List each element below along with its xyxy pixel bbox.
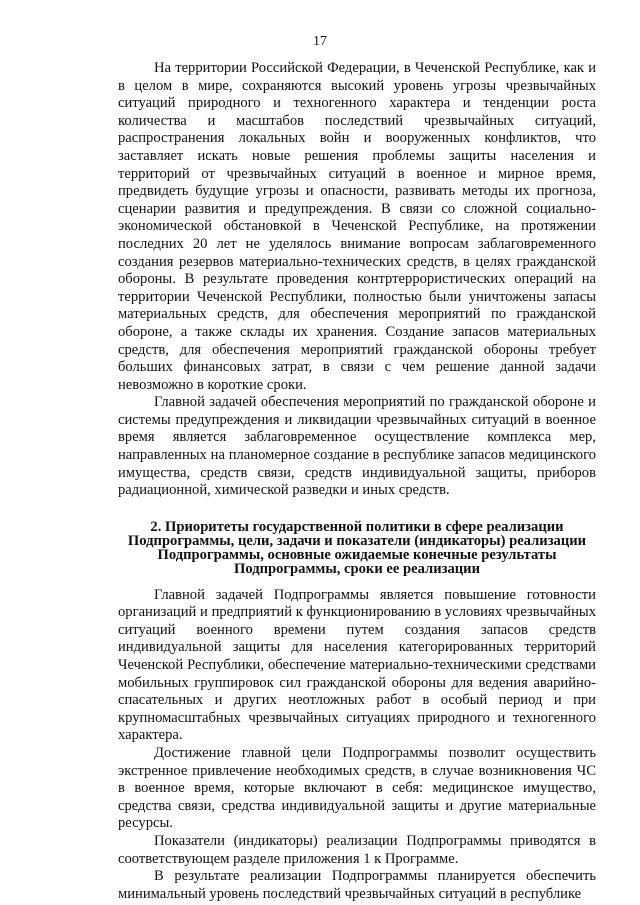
page-number: 17: [313, 34, 327, 49]
section-heading: 2. Приоритеты государственной политики в сфере реализации Подпрограммы, цели, задачи и показатели (индикаторы) реализации Подпрограммы, основные ожидаемые конечные результаты Подпрограммы, сроки ее реализации: [127, 518, 587, 578]
paragraph-threat-situation: На территории Российской Федерации, в Чеченской Республике, как и в целом в мире, сохраняются высокий уровень угрозы чрезвычайных ситуаций природного и техногенного характера и тенденции роста количества и масштабов последствий чрезвычайных ситуаций, распространения локальных войн и вооруженных конфликтов, что заставляет искать новые решения проблемы защиты населения и территорий от чрезвычайных ситуаций в военное и мирное время, предвидеть будущие угрозы и опасности, развивать методы их прогноза, сценарии развития и предупреждения. В связи со сложной социально-экономической обстановкой в Чеченской Республике, на протяжении последних 20 лет не уделялось внимание вопросам заблаговременного создания резервов материально-технических средств, в целях гражданской обороны. В результате проведения контртеррористических операций на территории Чеченской Республики, полностью были уничтожены запасы материальных средств, для обеспечения мероприятий по гражданской обороне, а также склады их хранения. Создание запасов материальных средств, для обеспечения мероприятий гражданской обороны требует больших финансовых затрат, в связи с чем решение данной задачи невозможно в короткие сроки.: [118, 60, 596, 393]
page-content: [118, 60, 596, 903]
paragraph-indicators: Показатели (индикаторы) реализации Подпрограммы приводятся в соответствующем разделе приложения 1 к Программе.: [118, 832, 596, 867]
paragraph-subprogram-main-task: Главной задачей Подпрограммы является повышение готовности организаций и предприятий к функционированию в условиях чрезвычайных ситуаций военного времени путем создания запасов средств индивидуальной защиты для населения категорированных территорий Чеченской Республики, обеспечение материально-техническими средствами мобильных группировок сил гражданской обороны для ведения аварийно-спасательных и других неотложных работ в особый период и при крупномасштабных чрезвычайных ситуациях природного и техногенного характера.: [118, 586, 596, 744]
paragraph-expected-results: В результате реализации Подпрограммы планируется обеспечить минимальный уровень последствий чрезвычайных ситуаций в республике: [118, 868, 596, 902]
paragraph-subprogram-goal: Достижение главной цели Подпрограммы позволит осуществить экстренное привлечение необходимых средств, в случае возникновения ЧС в военное время, которые включают в себя: медицинское имущество, средства связи, средства индивидуальной защиты и другие материальные ресурсы.: [118, 745, 596, 832]
paragraph-main-task-civil-defense: Главной задачей обеспечения мероприятий по гражданской обороне и системы предупреждения и ликвидации чрезвычайных ситуаций в военное время является заблаговременное осуществление комплекса мер, направленных на планомерное создание в республике запасов медицинского имущества, средств связи, средств индивидуальной защиты, приборов радиационной, химической разведки и иных средств.: [118, 394, 596, 499]
